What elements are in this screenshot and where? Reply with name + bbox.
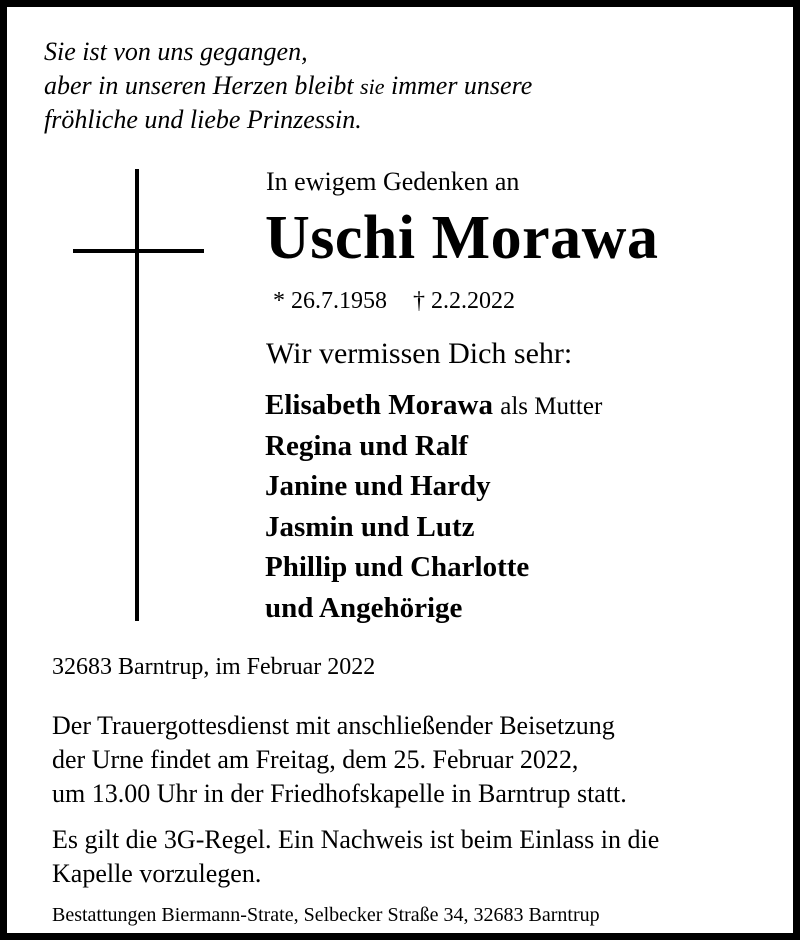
mourner-item bbox=[265, 551, 529, 584]
service-line-1: Der Trauergottesdienst mit anschließender Beisetzung bbox=[52, 711, 615, 740]
mourner-name: Janine und Hardy bbox=[265, 470, 491, 502]
mourner-relation: als Mutter bbox=[500, 393, 603, 420]
mourner-item bbox=[265, 511, 475, 544]
cross-icon-vertical bbox=[135, 169, 139, 621]
deceased-name: Uschi Morawa bbox=[265, 204, 659, 272]
service-line-3: um 13.00 Uhr in der Friedhofskapelle in Barntrup statt. bbox=[52, 779, 627, 808]
cross-icon-horizontal bbox=[73, 249, 204, 253]
miss-text: Wir vermissen Dich sehr: bbox=[266, 337, 573, 370]
mourner-name: und Angehörige bbox=[265, 592, 463, 624]
mourner-item bbox=[265, 470, 491, 503]
place-date: 32683 Barntrup, im Februar 2022 bbox=[52, 654, 376, 680]
service-line-2: der Urne findet am Freitag, dem 25. Februar 2022, bbox=[52, 745, 579, 774]
mourner-item bbox=[265, 430, 468, 463]
funeral-home-footer: Bestattungen Biermann-Strate, Selbecker Straße 34, 32683 Barntrup bbox=[52, 904, 600, 926]
motto-line-2 bbox=[44, 71, 532, 101]
motto-line-2c: immer unsere bbox=[384, 71, 533, 100]
mourner-name: Jasmin und Lutz bbox=[265, 511, 475, 543]
mourner-item bbox=[265, 389, 602, 422]
mourner-item bbox=[265, 592, 462, 625]
motto-line-2a: aber in unseren Herzen bleibt bbox=[44, 71, 361, 100]
mourner-name: Elisabeth Morawa bbox=[265, 389, 493, 421]
motto-line-1: Sie ist von uns gegangen, bbox=[44, 37, 308, 66]
rule-line-2: Kapelle vorzulegen. bbox=[52, 859, 262, 888]
rule-line-1: Es gilt die 3G-Regel. Ein Nachweis ist beim Einlass in die bbox=[52, 825, 660, 854]
death-date: † 2.2.2022 bbox=[413, 288, 515, 314]
motto-line-2b: sie bbox=[360, 74, 385, 99]
motto-line-3: fröhliche und liebe Prinzessin. bbox=[44, 105, 362, 134]
birth-date: * 26.7.1958 bbox=[273, 288, 387, 314]
life-dates bbox=[273, 288, 515, 315]
mourner-name: Phillip und Charlotte bbox=[265, 551, 530, 583]
intro-text: In ewigem Gedenken an bbox=[266, 167, 520, 196]
mourner-name: Regina und Ralf bbox=[265, 430, 469, 462]
